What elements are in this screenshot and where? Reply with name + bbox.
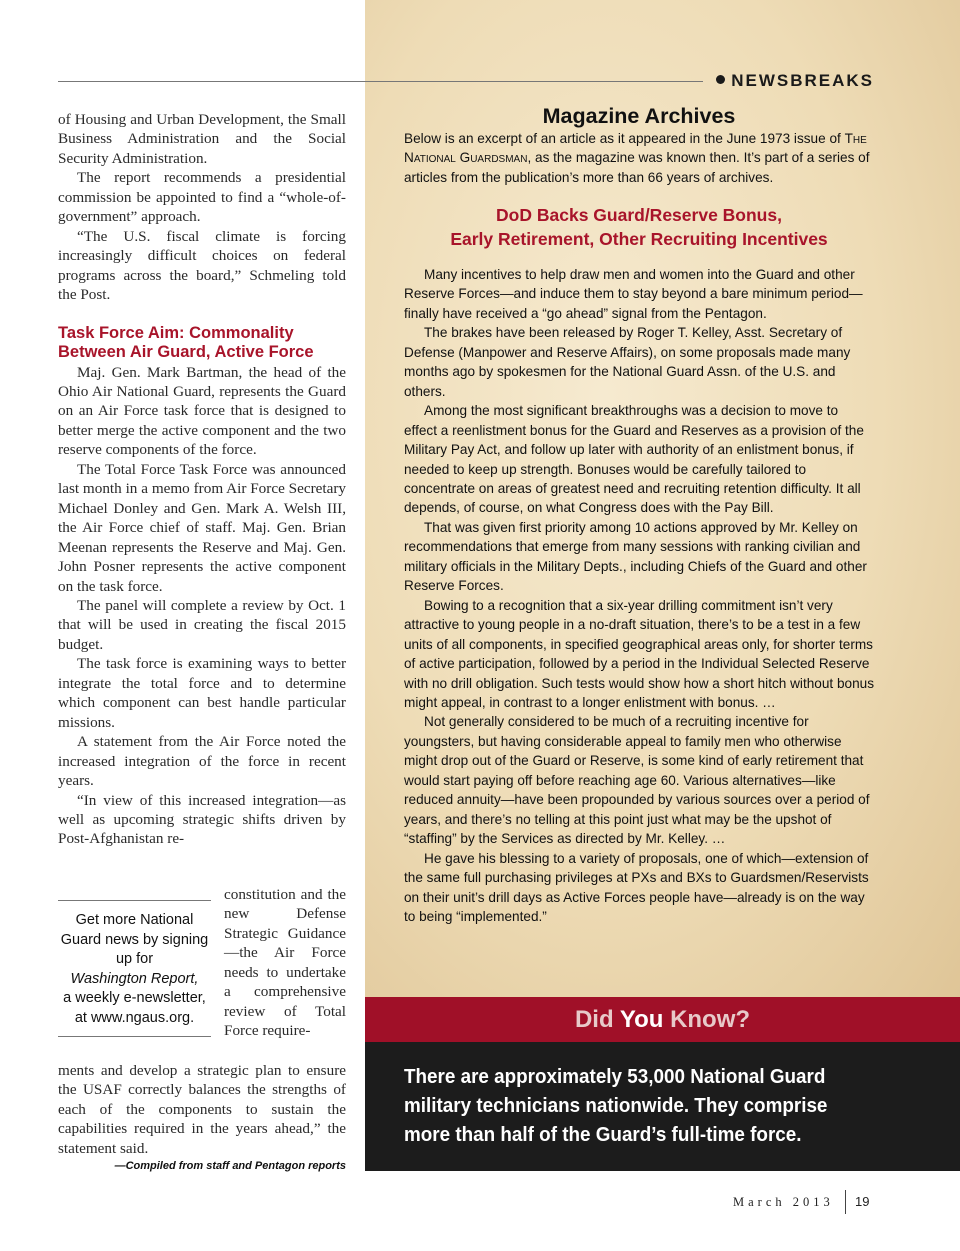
newsletter-callout (58, 900, 211, 1037)
paragraph: He gave his blessing to a variety of proposals, one of which—extension of the same full purchasing privileges at PXs and BXs to Guardsmen/Reservists on their unit’s drill days as Active Forces people have—already is on the way to being “implemented.” (404, 850, 869, 924)
banner-word: You (619, 1006, 664, 1033)
bullet-icon (716, 75, 725, 84)
headline-line: DoD Backs Guard/Reserve Bonus, (496, 205, 782, 225)
did-you-know-banner (365, 997, 960, 1042)
banner-word: Know? (670, 1006, 751, 1033)
paragraph: Many incentives to help draw men and women into the Guard and other Reserve Forces—and induce them to stay beyond a bare minimum period—finally have received a “go ahead” signal from the Pentagon. (404, 267, 863, 321)
callout-link-text[interactable]: a weekly e-newsletter, at www.ngaus.org. (63, 990, 206, 1026)
footer-date: March 2013 (733, 1195, 834, 1209)
paragraph: “In view of this increased integration—as well as upcoming strategic shifts driven by Post-Afghanistan re- (58, 791, 346, 848)
paragraph: The panel will complete a review by Oct. 1 that will be used in creating the fiscal 2015 budget. (58, 596, 346, 653)
headline-line: Early Retirement, Other Recruiting Incentives (450, 228, 828, 249)
archives-intro (404, 129, 874, 187)
magazine-name: The National Guardsman (404, 131, 867, 166)
page-number: 19 (855, 1194, 870, 1209)
paragraph: Maj. Gen. Mark Bartman, the head of the Ohio Air National Guard, represents the Guard on an Air Force task force that is designed to better merge the active component and the two reserve components of the force. (58, 363, 346, 459)
section-label (716, 71, 874, 91)
banner-word: Did (574, 1006, 614, 1033)
left-column (58, 110, 346, 849)
subheading: Task Force Aim: Commonality Between Air Guard, Active Force (58, 323, 314, 362)
footer-divider (845, 1190, 846, 1214)
credit-line: —Compiled from staff and Pentagon reports (114, 1160, 346, 1172)
paragraph: “The U.S. fiscal climate is forcing increasingly difficult choices on federal programs across the board,” Schmeling told the Post. (58, 227, 346, 304)
did-you-know-text: There are approximately 53,000 National Guard military technicians nationwide. They comprise more than half of the Guard’s full-time force. (404, 1065, 828, 1146)
paragraph: A statement from the Air Force noted the increased integration of the force in recent years. (58, 733, 346, 790)
article-headline (404, 204, 874, 251)
intro-text: , as the magazine was known then. It’s part of a series of articles from the publication’s more than 66 years of archives. (404, 150, 870, 185)
paragraph: Among the most significant breakthroughs was a decision to move to effect a reenlistment bonus for the Guard and Reserves as a provision of the Military Pay Act, and follow up later with authority of an enlistment bonus, if needed to keep up strength. Bonuses would be carefully tailored to concentrate on areas of greatest need and recruiting retention difficulty. It all depends, of course, on what Congress does with the Pay Bill. (404, 403, 864, 516)
paragraph-fragment: constitution and the new Defense Strategic Guidance—the Air Force needs to undertake a comprehensive review of Total Force require- (224, 886, 346, 1040)
paragraph: of Housing and Urban Development, the Small Business Administration and the Social Security Administration. (58, 111, 346, 167)
archives-title: Magazine Archives (542, 104, 736, 128)
header-rule (58, 81, 703, 82)
paragraph-fragment: ments and develop a strategic plan to ensure the USAF correctly balances the strengths of each of the components to sustain the capabilities required in the years ahead,” the statement said. (58, 1062, 346, 1157)
wrapped-text (224, 885, 346, 1041)
paragraph: The brakes have been released by Roger T. Kelley, Asst. Secretary of Defense (Manpower and Reserve Affairs), on some proposals made many months ago by spokesmen for the National Guard Assn. of the U.S. and others. (404, 325, 851, 399)
intro-text: Below is an excerpt of an article as it appeared in the June 1973 issue of (404, 131, 841, 146)
callout-publication: Washington Report, (70, 970, 199, 987)
paragraph: The Total Force Task Force was announced last month in a memo from Air Force Secretary Michael Donley and Gen. Mark A. Welsh III, the Air Force chief of staff. Maj. Gen. Brian Meenan represents the Reserve and Maj. Gen. John Posner represents the active component on the task force. (58, 460, 346, 595)
article-body (404, 265, 874, 926)
section-label-text: NEWSBREAKS (731, 71, 874, 90)
wrapped-text-end (58, 1061, 346, 1158)
paragraph: Not generally considered to be much of a recruiting incentive for youngsters, but having considerable appeal to family men who otherwise might drop out of the Guard or Reserve, is some kind of early retirement that would start paying off before reaching age 60. Various alternatives—like reduced annuity—have been propounded by various sources over a period of years, and there’s no telling at this point just what may be the upshot of “staffing” by the Services as directed by Mr. Kelley. … (404, 714, 870, 847)
paragraph: The report recommends a presidential commission be appointed to find a “whole-of-government” approach. (58, 169, 346, 226)
paragraph: The task force is examining ways to better integrate the total force and to determine which component can best handle particular missions. (58, 655, 346, 731)
paragraph: That was given first priority among 10 actions approved by Mr. Kelley on recommendations that emerge from many sessions with ranking civilian and military officials in the Military Depts., including Chiefs of the Guard and other Reserve Forces. (404, 519, 867, 594)
callout-text: Get more National Guard news by signing up for (60, 912, 209, 967)
paragraph: Bowing to a recognition that a six-year drilling commitment isn’t very attractive to young people in a no-draft situation, there’s to be a test in a few units of all components, in specified geographical areas only, for shorter terms of active participation, followed by a period in the Individual Selected Reserve with no drill obligation. Such tests would show how a short hitch without bonus might appeal, in contrast to a longer enlistment with bonus. … (404, 597, 874, 710)
